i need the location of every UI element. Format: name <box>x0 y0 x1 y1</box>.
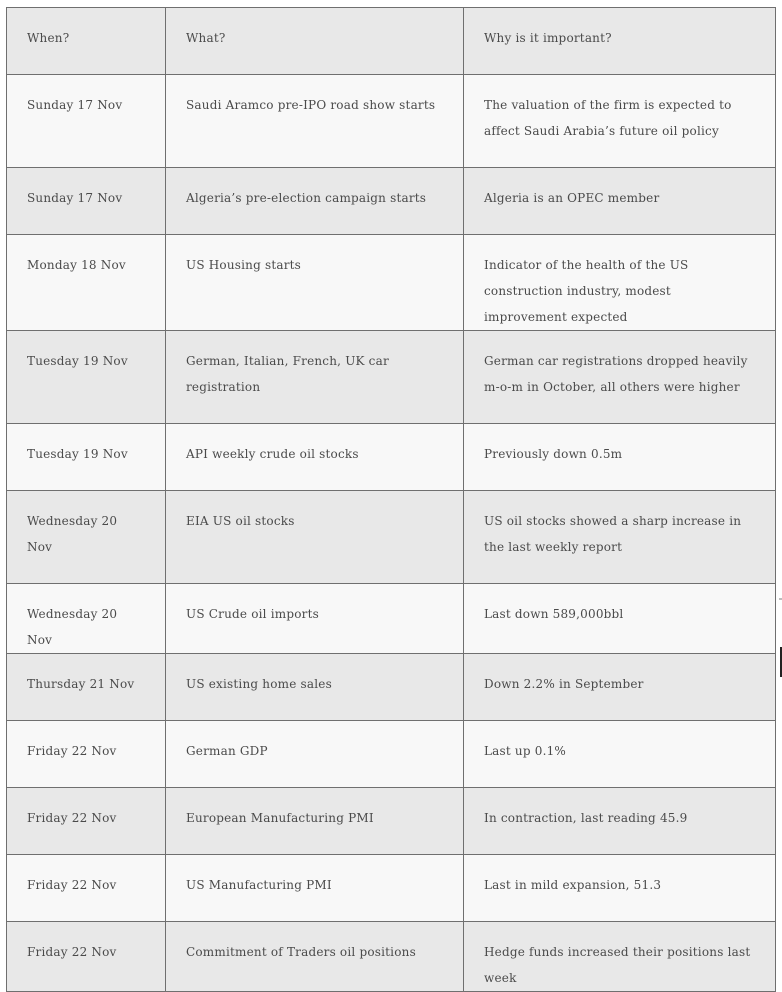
table-row <box>7 584 776 654</box>
cell-when: Friday 22 Nov <box>7 855 166 922</box>
cell-what: US Crude oil imports <box>166 584 464 654</box>
table-row <box>7 75 776 168</box>
cell-when: Sunday 17 Nov <box>7 75 166 168</box>
cell-when: Friday 22 Nov <box>7 721 166 788</box>
cell-when: Friday 22 Nov <box>7 788 166 855</box>
cell-why: Hedge funds increased their positions last week <box>464 922 776 992</box>
cell-why: Last in mild expansion, 51.3 <box>464 855 776 922</box>
cell-what: Saudi Aramco pre-IPO road show starts <box>166 75 464 168</box>
table-row <box>7 654 776 721</box>
cell-why: Algeria is an OPEC member <box>464 168 776 235</box>
cell-why: In contraction, last reading 45.9 <box>464 788 776 855</box>
table-row <box>7 235 776 331</box>
cell-when: Thursday 21 Nov <box>7 654 166 721</box>
cell-when: Wednesday 20 Nov <box>7 491 166 584</box>
cell-what: US existing home sales <box>166 654 464 721</box>
events-table <box>6 7 776 992</box>
cell-what: Algeria’s pre-election campaign starts <box>166 168 464 235</box>
table-row <box>7 168 776 235</box>
cell-what: German GDP <box>166 721 464 788</box>
cell-what: EIA US oil stocks <box>166 491 464 584</box>
cell-when: Wednesday 20 Nov <box>7 584 166 654</box>
cell-what: Commitment of Traders oil positions <box>166 922 464 992</box>
cell-what: API weekly crude oil stocks <box>166 424 464 491</box>
header-when: When? <box>7 8 166 75</box>
cell-when: Friday 22 Nov <box>7 922 166 992</box>
table-row <box>7 922 776 992</box>
cell-what: US Housing starts <box>166 235 464 331</box>
cell-when: Tuesday 19 Nov <box>7 331 166 424</box>
cell-why: The valuation of the firm is expected to affect Saudi Arabia’s future oil policy <box>464 75 776 168</box>
cell-why: German car registrations dropped heavily m-o-m in October, all others were higher <box>464 331 776 424</box>
table-row <box>7 721 776 788</box>
cell-what: European Manufacturing PMI <box>166 788 464 855</box>
table-row <box>7 855 776 922</box>
table-row <box>7 788 776 855</box>
cell-why: Last up 0.1% <box>464 721 776 788</box>
cell-when: Tuesday 19 Nov <box>7 424 166 491</box>
cell-why: Previously down 0.5m <box>464 424 776 491</box>
cell-what: German, Italian, French, UK car registration <box>166 331 464 424</box>
header-why: Why is it important? <box>464 8 776 75</box>
table-row <box>7 424 776 491</box>
header-what: What? <box>166 8 464 75</box>
cell-when: Monday 18 Nov <box>7 235 166 331</box>
cell-why: Indicator of the health of the US construction industry, modest improvement expected <box>464 235 776 331</box>
cell-why: US oil stocks showed a sharp increase in the last weekly report <box>464 491 776 584</box>
cell-what: US Manufacturing PMI <box>166 855 464 922</box>
table-header-row <box>7 8 776 75</box>
table-row <box>7 491 776 584</box>
cell-why: Last down 589,000bbl <box>464 584 776 654</box>
table-row <box>7 331 776 424</box>
cell-when: Sunday 17 Nov <box>7 168 166 235</box>
cell-why: Down 2.2% in September <box>464 654 776 721</box>
